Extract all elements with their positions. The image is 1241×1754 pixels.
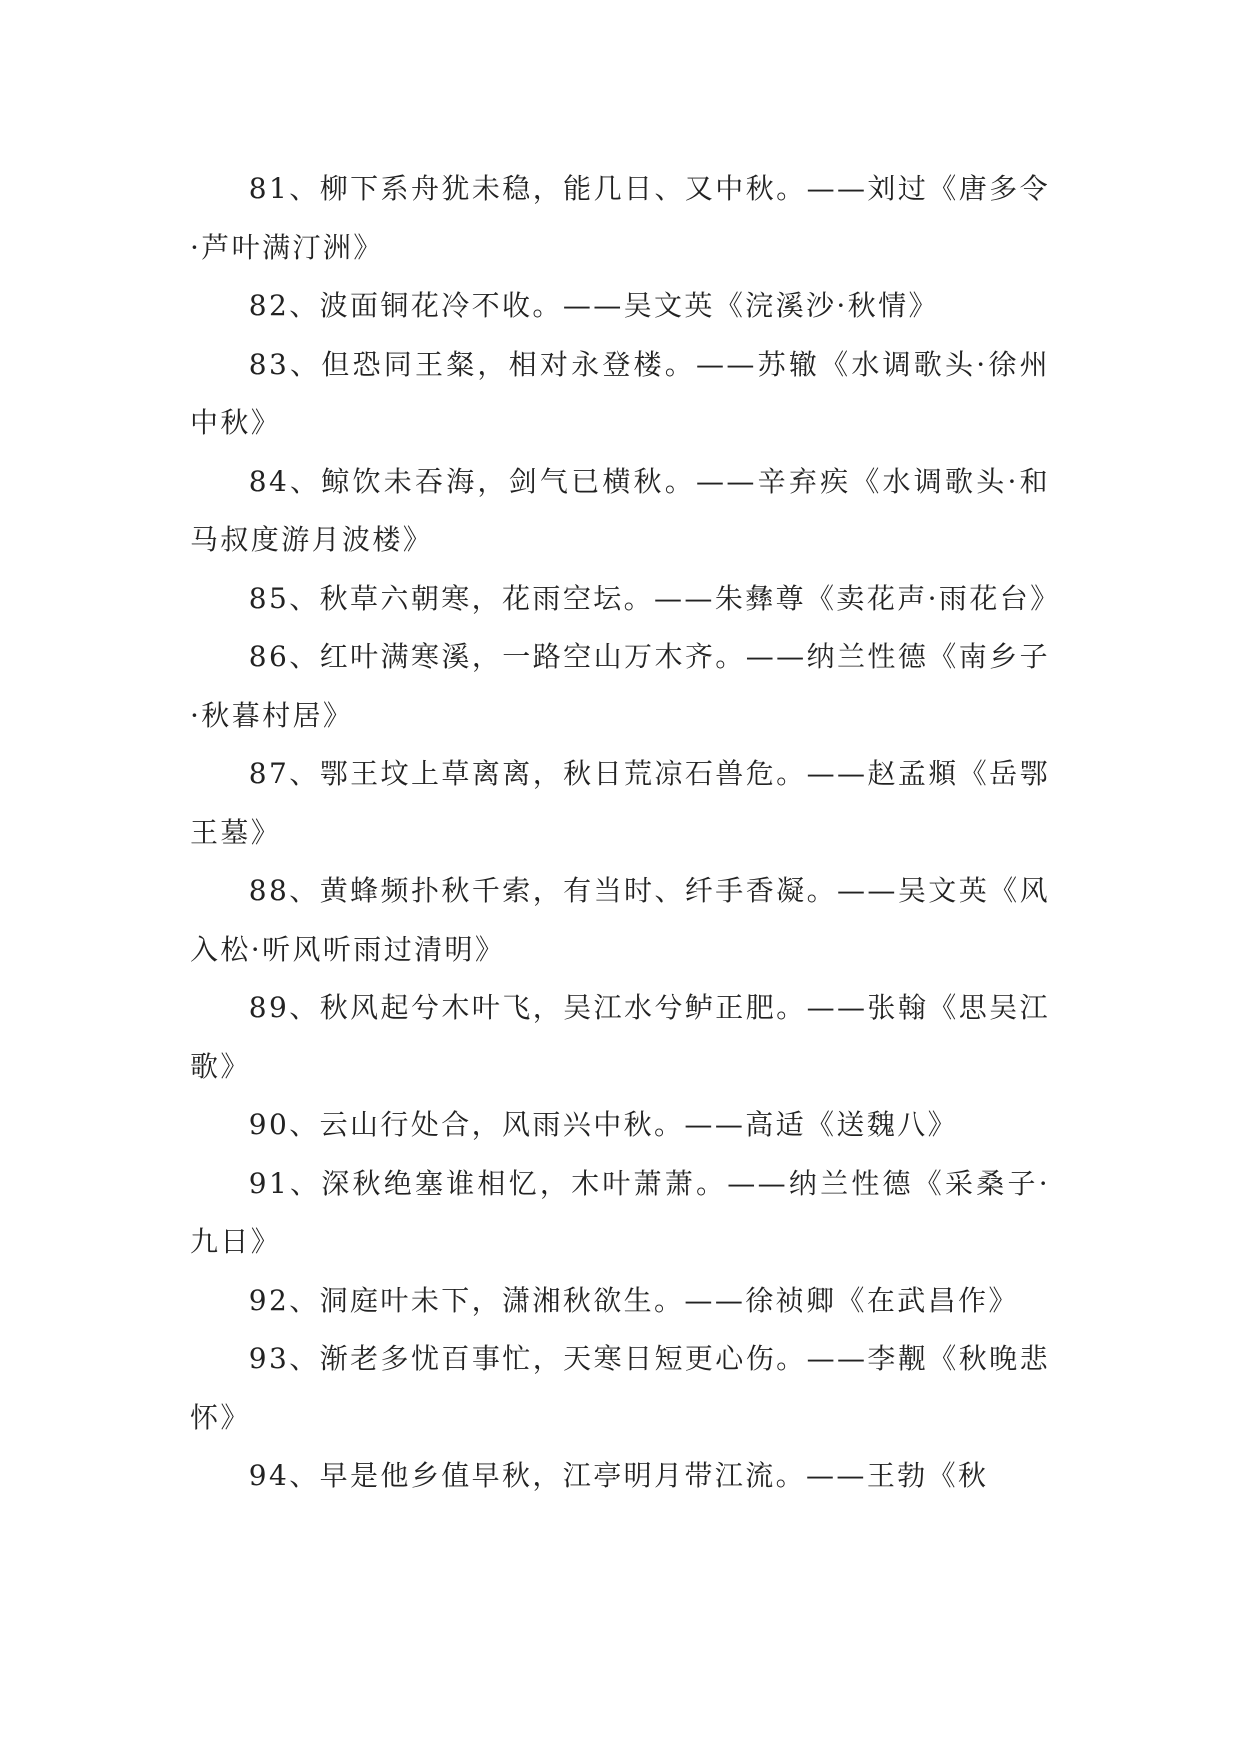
poem-entry-81: 81、柳下系舟犹未稳，能几日、又中秋。——刘过《唐多令·芦叶满汀洲》 — [190, 172, 1050, 264]
poem-entry-92: 92、洞庭叶未下，潇湘秋欲生。——徐祯卿《在武昌作》 — [248, 1283, 1019, 1317]
poem-list — [190, 160, 1061, 1506]
poem-entry-86: 86、红叶满寒溪，一路空山万木齐。——纳兰性德《南乡子·秋暮村居》 — [190, 640, 1050, 732]
poem-entry-91: 91、深秋绝塞谁相忆，木叶萧萧。——纳兰性德《采桑子·九日》 — [190, 1166, 1050, 1258]
poem-entry-85: 85、秋草六朝寒，花雨空坛。——朱彝尊《卖花声·雨花台》 — [248, 581, 1061, 615]
poem-entry-90: 90、云山行处合，风雨兴中秋。——高适《送魏八》 — [248, 1108, 959, 1141]
poem-entry-93: 93、渐老多忧百事忙，天寒日短更心伤。——李觏《秋晚悲怀》 — [190, 1342, 1050, 1434]
poem-entry-88: 88、黄蜂频扑秋千索，有当时、纤手香凝。——吴文英《风入松·听风听雨过清明》 — [190, 874, 1050, 966]
poem-entry-84: 84、鲸饮未吞海，剑气已横秋。——辛弃疾《水调歌头·和马叔度游月波楼》 — [190, 464, 1050, 556]
poem-entry-89: 89、秋风起兮木叶飞，吴江水兮鲈正肥。——张翰《思吴江歌》 — [190, 991, 1050, 1083]
poem-entry-83: 83、但恐同王粲，相对永登楼。——苏辙《水调歌头·徐州中秋》 — [190, 347, 1050, 439]
poem-entry-82: 82、波面铜花冷不收。——吴文英《浣溪沙·秋情》 — [248, 289, 939, 322]
poem-entry-87: 87、鄂王坟上草离离，秋日荒凉石兽危。——赵孟頫《岳鄂王墓》 — [190, 757, 1050, 849]
poem-entry-94: 94、早是他乡值早秋，江亭明月带江流。——王勃《秋 — [248, 1459, 989, 1492]
